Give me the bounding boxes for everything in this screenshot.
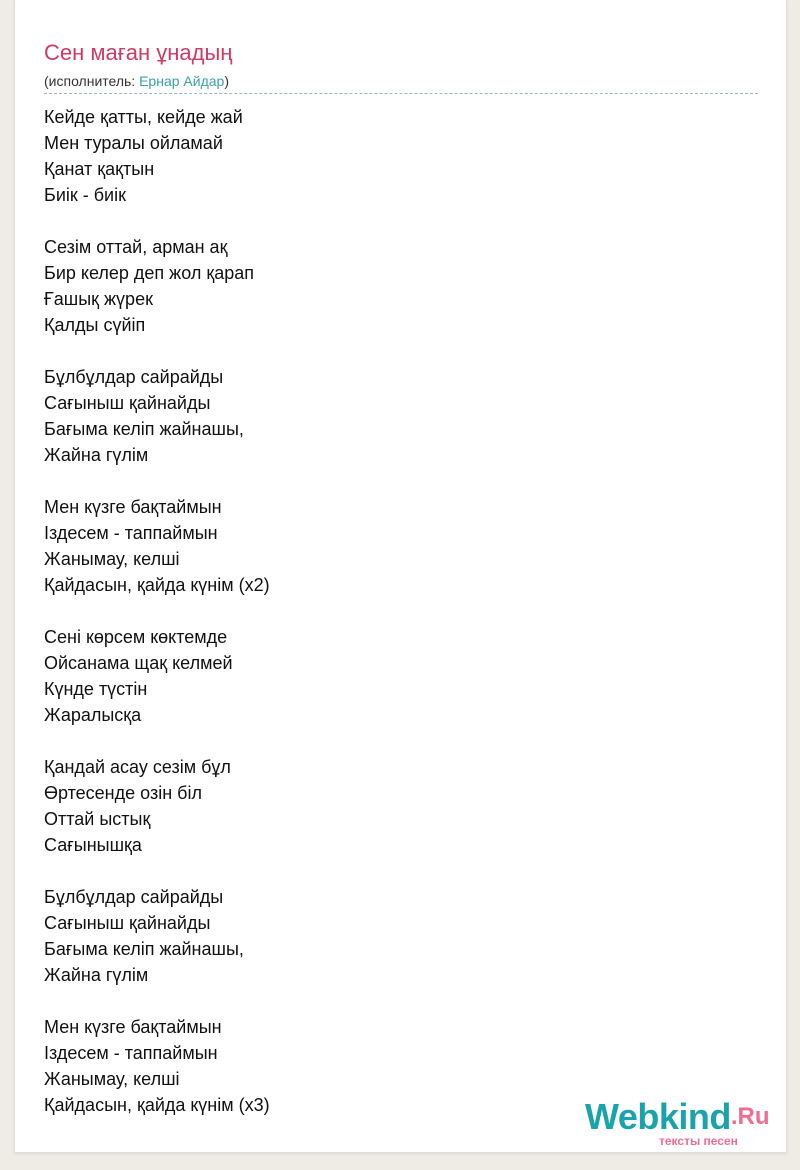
lyric-line: Оттай ыстық — [44, 809, 151, 829]
webkind-logo[interactable] — [585, 1096, 785, 1150]
lyric-line: Мен туралы ойламай — [44, 133, 223, 153]
divider — [44, 93, 758, 94]
lyric-line: Сағыныш қайнайды — [44, 393, 211, 413]
artist-link[interactable]: Ернар Айдар — [139, 73, 225, 89]
logo-main: Webkind — [585, 1096, 731, 1137]
song-title: Сен маған ұнадың — [44, 40, 233, 65]
stanza — [44, 754, 270, 858]
lyric-line: Бұлбұлдар сайрайды — [44, 887, 224, 907]
lyric-line: Іздесем - таппаймын — [44, 1043, 218, 1063]
lyric-line: Іздесем - таппаймын — [44, 523, 218, 543]
stanza — [44, 364, 270, 468]
lyric-line: Сені көрсем көктемде — [44, 627, 228, 647]
logo-tld: .Ru — [730, 1103, 770, 1130]
lyric-line: Бағыма келіп жайнашы, — [44, 939, 244, 959]
lyric-line: Бағыма келіп жайнашы, — [44, 419, 244, 439]
lyric-line: Сағынышқа — [44, 835, 142, 855]
lyric-line: Мен күзге бақтаймын — [44, 1017, 222, 1037]
lyric-line: Жаралысқа — [44, 705, 142, 725]
logo-wordmark — [585, 1096, 770, 1137]
lyric-line: Жанымау, келші — [44, 549, 180, 569]
lyric-line: Жайна гүлім — [44, 445, 149, 465]
lyric-line: Өртесенде озін біл — [44, 783, 202, 803]
stanza — [44, 624, 270, 728]
lyric-line: Қайдасын, қайда күнім (x3) — [44, 1095, 270, 1115]
lyric-line: Жайна гүлім — [44, 965, 149, 985]
artist-prefix: (исполнитель: — [44, 73, 140, 89]
lyric-line: Ойсанама щақ келмей — [44, 653, 233, 673]
lyric-line: Биік - биік — [44, 185, 126, 205]
lyric-line: Күнде түстін — [44, 679, 148, 699]
stanza — [44, 1014, 270, 1118]
stanza — [44, 884, 270, 988]
lyric-line: Сағыныш қайнайды — [44, 913, 211, 933]
lyric-line: Мен күзге бақтаймын — [44, 497, 222, 517]
lyric-line: Сезім оттай, арман ақ — [44, 237, 228, 257]
stanza — [44, 104, 270, 208]
lyric-line: Кейде қатты, кейде жай — [44, 107, 243, 127]
lyrics-panel — [14, 0, 787, 1153]
artist-suffix: ) — [224, 73, 229, 89]
lyric-line: Ғашық жүрек — [44, 289, 153, 309]
lyric-line: Қалды сүйіп — [44, 315, 146, 335]
artist-line — [44, 73, 229, 90]
stanza — [44, 494, 270, 598]
lyric-line: Жанымау, келші — [44, 1069, 180, 1089]
lyric-line: Қанат қақтын — [44, 159, 155, 179]
lyrics-text — [44, 104, 270, 1144]
lyric-line: Бұлбұлдар сайрайды — [44, 367, 224, 387]
lyric-line: Бир келер деп жол қарап — [44, 263, 254, 283]
logo-tagline: тексты песен — [659, 1134, 738, 1148]
lyric-line: Қайдасын, қайда күнім (x2) — [44, 575, 270, 595]
stanza — [44, 234, 270, 338]
lyric-line: Қандай асау сезім бұл — [44, 757, 231, 777]
